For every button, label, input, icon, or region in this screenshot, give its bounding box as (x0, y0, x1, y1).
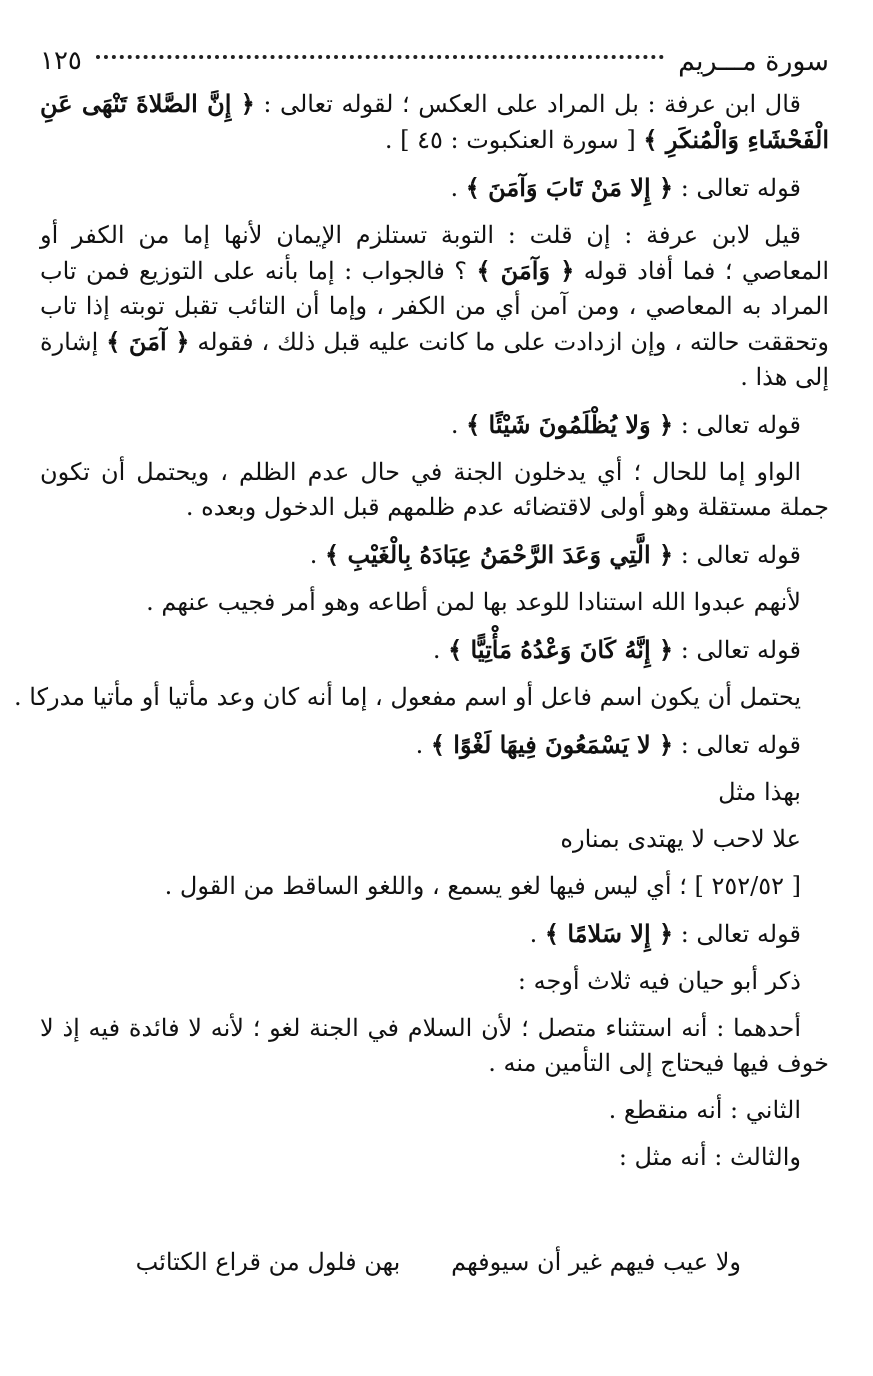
quran-quote: ﴿ الَّتِي وَعَدَ الرَّحْمَنُ عِبَادَهُ بِالْغَيْبِ ﴾ (325, 540, 674, 569)
paragraph-text: ذكر أبو حيان فيه ثلاث أوجه : (517, 967, 801, 995)
quran-quote: ﴿ وَلا يُظْلَمُونَ شَيْئًا ﴾ (466, 410, 674, 439)
quran-quote: ﴿ لا يَسْمَعُونَ فِيهَا لَغْوًا ﴾ (430, 730, 674, 759)
paragraph (40, 585, 829, 620)
paragraph (40, 775, 829, 810)
paragraph-text: بهذا مثل (718, 778, 801, 806)
paragraph (40, 727, 829, 763)
quran-quote: ﴿ وَآمَنَ ﴾ (476, 256, 575, 285)
page-header (40, 38, 829, 84)
paragraph-text: . (432, 636, 449, 664)
paragraph-text: قوله تعالى : (673, 541, 801, 569)
paragraph-text: قوله تعالى : (673, 411, 801, 439)
paragraph-text: قوله تعالى : (673, 636, 801, 664)
paragraph-text: يحتمل أن يكون اسم فاعل أو اسم مفعول ، إما أنه كان وعد مأتيا أو مأتيا مدركا . (14, 683, 801, 711)
paragraph-text: أحدهما : أنه استثناء متصل ؛ لأن السلام في الجنة لغو ؛ لأنه لا فائدة فيه إذ لا خوف فيها فيحتاج إلى التأمين منه . (40, 1014, 829, 1077)
surah-title: سورة مـــريم (678, 45, 829, 77)
paragraph (40, 1011, 829, 1081)
paragraph-text: قوله تعالى : (673, 920, 801, 948)
paragraph-text: . (450, 411, 467, 439)
paragraph-text: علا لاحب لا يهتدى بمناره (560, 825, 801, 853)
paragraph (14, 680, 829, 715)
paragraph-text: الواو إما للحال ؛ أي يدخلون الجنة في حال عدم الظلم ، ويحتمل أن تكون جملة مستقلة وهو أولى لاقتضائه عدم ظلمهم قبل الدخول وبعده . (40, 458, 829, 521)
quran-quote: ﴿ إِلا سَلامًا ﴾ (544, 919, 674, 948)
paragraph (40, 632, 829, 668)
paragraph-text: لأنهم عبدوا الله استنادا للوعد بها لمن أطاعه وهو أمر فجيب عنهم . (146, 588, 801, 616)
poetry-verse (40, 1248, 829, 1276)
verse-hemistich-second: بهن فلول من قراع الكتائب (135, 1248, 401, 1276)
paragraph-text: . (415, 731, 431, 759)
paragraph-text: والثالث : أنه مثل : (618, 1143, 801, 1171)
paragraph-text: . (529, 920, 545, 948)
quran-quote: ﴿ إِنَّ الصَّلاةَ تَنْهَى عَنِ الْفَحْشَاءِ وَالْمُنكَرِ ﴾ (40, 89, 829, 154)
dotted-rule (96, 55, 664, 59)
paragraph (40, 86, 829, 158)
paragraph-text: إشارة إلى هذا . (40, 328, 829, 391)
quran-quote: ﴿ إِلا مَنْ تَابَ وَآمَنَ ﴾ (465, 173, 674, 202)
paragraph (40, 407, 829, 443)
paragraph (40, 916, 829, 952)
paragraph (40, 964, 829, 999)
paragraph (40, 218, 829, 395)
paragraph-text: ؟ فالجواب : إما بأنه على التوزيع فمن تاب المراد به المعاصي ، ومن آمن أي من الكفر ، وإما أن التائب تقبل توبته إذا تاب وتحققت حالته ، وإن ازدادت على ما كانت عليه قبل ذلك ، فقوله (40, 257, 829, 356)
page-number: ١٢٥ (40, 46, 82, 76)
paragraph (40, 455, 829, 525)
paragraph-text: قوله تعالى : (673, 174, 801, 202)
quran-quote: ﴿ آمَنَ ﴾ (106, 327, 190, 356)
page-body (14, 86, 830, 1187)
paragraph-text: قال ابن عرفة : بل المراد على العكس ؛ لقوله تعالى : (254, 90, 801, 118)
paragraph-text: [ ٢٥٢/٥٢ ] ؛ أي ليس فيها لغو يسمع ، واللغو الساقط من القول . (164, 872, 801, 900)
paragraph-text: . (309, 541, 326, 569)
paragraph (40, 822, 829, 857)
quran-quote: ﴿ إِنَّهُ كَانَ وَعْدُهُ مَأْتِيًّا ﴾ (448, 635, 674, 664)
paragraph (40, 537, 829, 573)
paragraph-text: [ سورة العنكبوت : ٤٥ ] . (384, 126, 644, 154)
verse-hemistich-first: ولا عيب فيهم غير أن سيوفهم (451, 1248, 741, 1276)
paragraph-text: قيل لابن عرفة : إن قلت : التوبة تستلزم الإيمان لأنها إما من الكفر أو المعاصي ؛ فما أفاد قوله (40, 221, 830, 285)
paragraph (40, 170, 829, 206)
paragraph-text: . (450, 174, 466, 202)
paragraph (40, 1140, 829, 1175)
paragraph (40, 869, 829, 904)
paragraph (40, 1093, 829, 1128)
paragraph-text: الثاني : أنه منقطع . (608, 1096, 801, 1124)
paragraph-text: قوله تعالى : (673, 731, 801, 759)
